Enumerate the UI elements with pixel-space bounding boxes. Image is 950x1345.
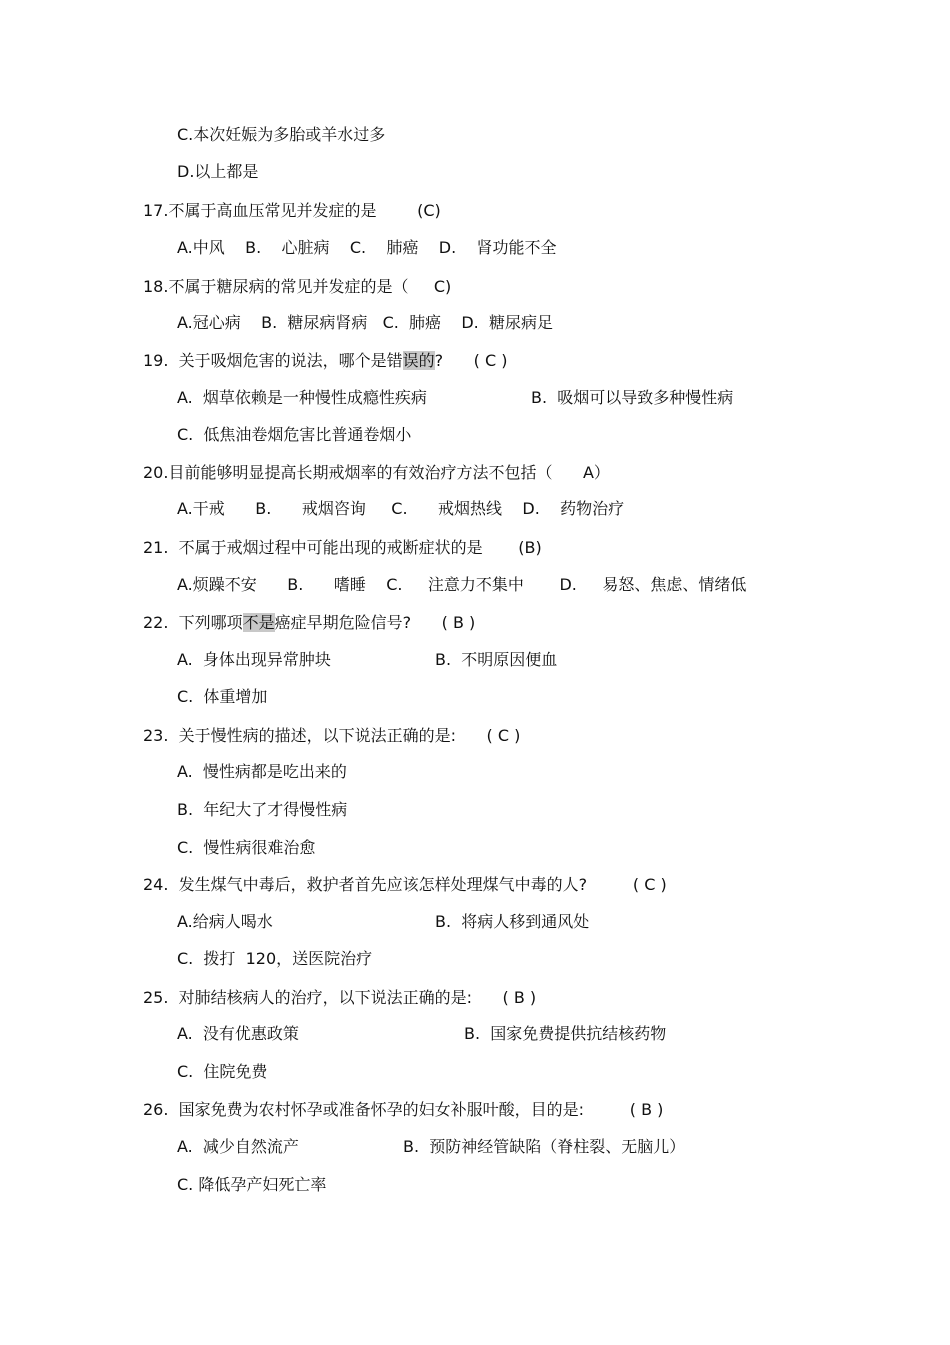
question-20: 20.目前能够明显提高长期戒烟率的有效治疗方法不包括（ A） [143, 463, 610, 482]
option-b-q25: B. 国家免费提供抗结核药物 [464, 1024, 667, 1043]
question-19-answer: ? ( C ) [434, 351, 508, 370]
option-a-q25: A. 没有优惠政策 [177, 1024, 299, 1043]
options-q21: A.烦躁不安 B. 嗜睡 C. 注意力不集中 D. 易怒、焦虑、情绪低 [177, 575, 747, 594]
option-c-q26: C. 降低孕产妇死亡率 [177, 1175, 327, 1194]
question-26: 26. 国家免费为农村怀孕或准备怀孕的妇女补服叶酸，目的是: ( B ) [143, 1100, 664, 1119]
question-22-text: 22. 下列哪项 [143, 613, 243, 632]
highlighted-text: 不是 [242, 613, 275, 632]
question-24: 24. 发生煤气中毒后，救护者首先应该怎样处理煤气中毒的人? ( C ) [143, 875, 667, 894]
option-c-q23: C. 慢性病很难治愈 [177, 838, 316, 857]
option-b-q19: B. 吸烟可以导致多种慢性病 [531, 388, 734, 407]
option-d-q16: D.以上都是 [177, 162, 259, 181]
question-23: 23. 关于慢性病的描述，以下说法正确的是: ( C ) [143, 726, 521, 745]
question-19 [143, 350, 507, 372]
options-q20: A.干戒 B. 戒烟咨询 C. 戒烟热线 D. 药物治疗 [177, 499, 625, 518]
option-a-q26: A. 减少自然流产 [177, 1137, 299, 1156]
question-19-text: 19. 关于吸烟危害的说法，哪个是错 [143, 351, 403, 370]
question-25: 25. 对肺结核病人的治疗，以下说法正确的是: ( B ) [143, 988, 537, 1007]
option-b-q24: B. 将病人移到通风处 [435, 912, 590, 931]
option-b-q22: B. 不明原因便血 [435, 650, 558, 669]
option-a-q23: A. 慢性病都是吃出来的 [177, 762, 347, 781]
question-22 [143, 612, 475, 634]
option-c-q16: C.本次妊娠为多胎或羊水过多 [177, 125, 386, 144]
option-b-q23: B. 年纪大了才得慢性病 [177, 800, 348, 819]
highlighted-text: 误的 [402, 351, 435, 370]
question-21: 21. 不属于戒烟过程中可能出现的戒断症状的是 (B) [143, 538, 542, 557]
option-c-q19: C. 低焦油卷烟危害比普通卷烟小 [177, 425, 412, 444]
option-a-q24: A.给病人喝水 [177, 912, 273, 931]
options-q18: A.冠心病 B. 糖尿病肾病 C. 肺癌 D. 糖尿病足 [177, 313, 553, 332]
option-c-q24: C. 拨打 120，送医院治疗 [177, 949, 373, 968]
options-q17: A.中风 B. 心脏病 C. 肺癌 D. 肾功能不全 [177, 238, 557, 257]
question-22-rest: 癌症早期危险信号? ( B ) [274, 613, 476, 632]
question-17: 17.不属于高血压常见并发症的是 (C) [143, 201, 441, 220]
question-18: 18.不属于糖尿病的常见并发症的是（ C) [143, 277, 452, 296]
option-a-q19: A. 烟草依赖是一种慢性成瘾性疾病 [177, 388, 427, 407]
option-b-q26: B. 预防神经管缺陷（脊柱裂、无脑儿） [403, 1137, 686, 1156]
option-a-q22: A. 身体出现异常肿块 [177, 650, 331, 669]
option-c-q22: C. 体重增加 [177, 687, 268, 706]
option-c-q25: C. 住院免费 [177, 1062, 268, 1081]
